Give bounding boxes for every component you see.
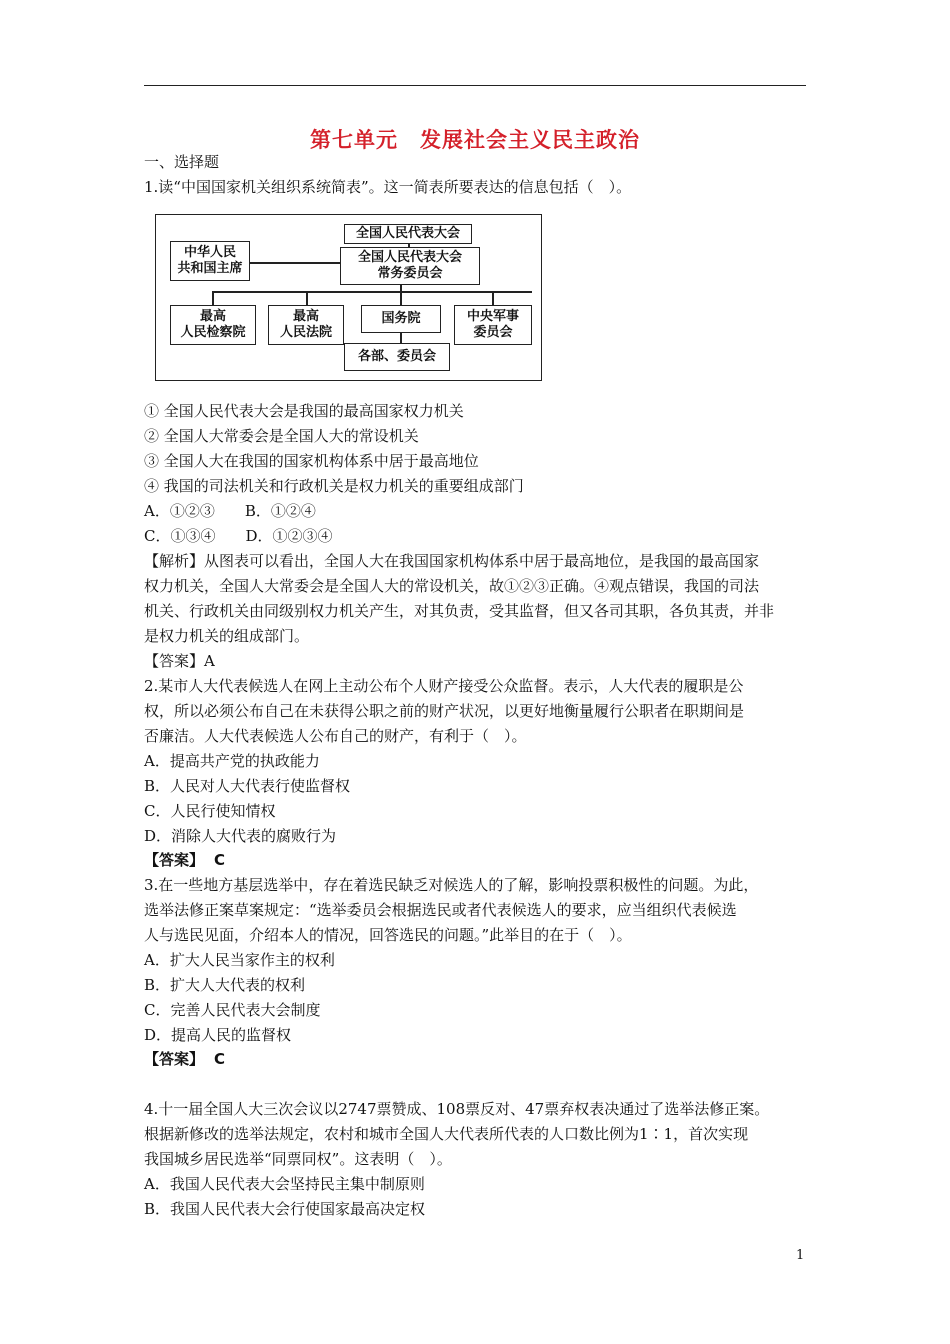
q2-option: D．消除人大代表的腐败行为 <box>144 827 337 845</box>
q1-statement: ① 全国人民代表大会是我国的最高国家权力机关 <box>144 402 464 420</box>
q1-analysis: 是权力机关的组成部门。 <box>144 627 310 645</box>
q1-options: A．①②③ B．①②④ <box>144 502 316 520</box>
q3-stem: 人与选民见面，介绍本人的情况，回答选民的问题。”此举目的在于（ ）。 <box>144 926 632 944</box>
q1-answer: 【答案】A <box>144 652 215 670</box>
q3-stem: 3.在一些地方基层选举中，存在着选民缺乏对候选人的了解，影响投票积极性的问题。为此， <box>144 876 759 894</box>
header-rule <box>144 85 806 86</box>
q1-analysis: 权力机关，全国人大常委会是全国人大的常设机关，故①②③正确。④观点错误，我国的司法 <box>144 577 760 595</box>
q4-stem: 我国城乡居民选举“同票同权”。这表明（ ）。 <box>144 1150 452 1168</box>
q4-stem: 4.十一届全国人大三次会议以2747票赞成、108票反对、47票弃权表决通过了选举法修正案。 <box>144 1100 770 1118</box>
q2-stem: 2.某市人大代表候选人在网上主动公布个人财产接受公众监督。表示，人大代表的履职是公 <box>144 677 744 695</box>
box-procuratorate: 最高 人民检察院 <box>170 305 256 345</box>
box-president: 中华人民 共和国主席 <box>170 241 250 281</box>
q3-answer: 【答案】 C <box>144 1050 226 1068</box>
connector <box>306 291 308 305</box>
q1-statement: ④ 我国的司法机关和行政机关是权力机关的重要组成部门 <box>144 477 524 495</box>
connector <box>212 291 532 293</box>
connector <box>400 285 402 305</box>
q2-answer: 【答案】 C <box>144 851 226 869</box>
box-npc: 全国人民代表大会 <box>344 224 472 244</box>
page-number: 1 <box>796 1248 805 1263</box>
q1-statement: ② 全国人大常委会是全国人大的常设机关 <box>144 427 419 445</box>
q4-option: B．我国人民代表大会行使国家最高决定权 <box>144 1200 426 1218</box>
q3-option: D．提高人民的监督权 <box>144 1026 292 1044</box>
connector <box>400 333 402 343</box>
q1-stem: 1.读“中国国家机关组织系统简表”。这一简表所要表达的信息包括（ ）。 <box>144 178 632 196</box>
q4-option: A．我国人民代表大会坚持民主集中制原则 <box>144 1175 425 1193</box>
box-state-council: 国务院 <box>361 305 441 333</box>
q3-stem: 选举法修正案草案规定：“选举委员会根据选民或者代表候选人的要求，应当组织代表候选 <box>144 901 737 919</box>
q2-stem: 否廉洁。人大代表候选人公布自己的财产，有利于（ ）。 <box>144 727 527 745</box>
q3-option: B．扩大人大代表的权利 <box>144 976 306 994</box>
box-court: 最高 人民法院 <box>268 305 344 345</box>
q2-option: C．人民行使知情权 <box>144 802 276 820</box>
q3-option: C．完善人民代表大会制度 <box>144 1001 321 1019</box>
q2-option: B．人民对人大代表行使监督权 <box>144 777 351 795</box>
q1-options: C．①③④ D．①②③④ <box>144 527 333 545</box>
section-heading: 一、选择题 <box>144 153 220 171</box>
connector <box>212 291 214 305</box>
q2-stem: 权，所以必须公布自己在未获得公职之前的财产状况，以更好地衡量履行公职者在职期间是 <box>144 702 745 720</box>
q1-analysis: 机关、行政机关由同级别权力机关产生，对其负责，受其监督，但又各司其职，各负其责，并非 <box>144 602 775 620</box>
connector <box>250 262 340 264</box>
connector <box>492 291 494 305</box>
box-military-commission: 中央军事 委员会 <box>454 305 532 345</box>
box-standing-committee: 全国人民代表大会 常务委员会 <box>340 247 480 285</box>
q4-stem: 根据新修改的选举法规定，农村和城市全国人大代表所代表的人口数比例为1∶1，首次实现 <box>144 1125 749 1143</box>
page-title: 第七单元 发展社会主义民主政治 <box>310 127 640 152</box>
q3-option: A．扩大人民当家作主的权利 <box>144 951 335 969</box>
q1-analysis: 【解析】从图表可以看出，全国人大在我国国家机构体系中居于最高地位，是我国的最高国家 <box>144 552 760 570</box>
org-chart-diagram <box>155 214 542 381</box>
box-ministries: 各部、委员会 <box>344 343 450 371</box>
q1-statement: ③ 全国人大在我国的国家机构体系中居于最高地位 <box>144 452 479 470</box>
q2-option: A．提高共产党的执政能力 <box>144 752 320 770</box>
